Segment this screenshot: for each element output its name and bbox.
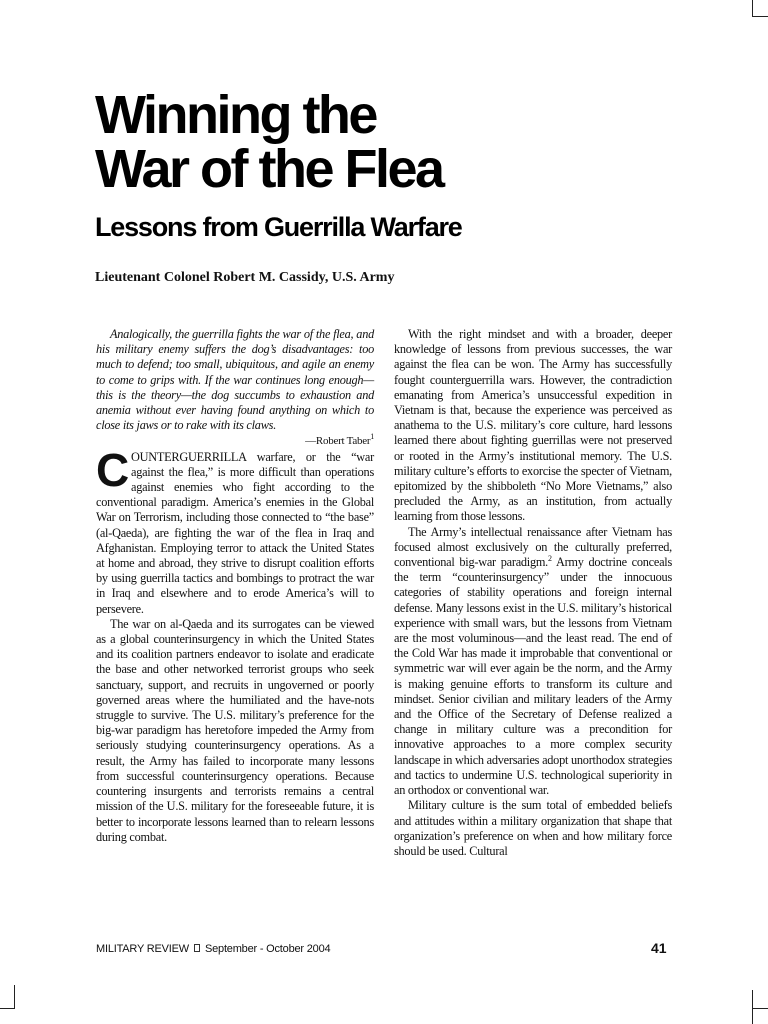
right-column (394, 327, 672, 859)
author-byline: Lieutenant Colonel Robert M. Cassidy, U.S. Army (95, 270, 395, 285)
crop-mark-top-right-h (752, 16, 768, 17)
crop-mark-bottom-left-h (0, 1008, 15, 1009)
epigraph-attribution: —Robert Taber$^1$ (305, 432, 374, 448)
article-subtitle: Lessons from Guerrilla Warfare (95, 212, 462, 242)
page-number: 41 (651, 940, 667, 956)
running-footer (96, 943, 330, 955)
title-line-1: Winning the (95, 85, 376, 145)
journal-name: MILITARY REVIEW (96, 943, 189, 955)
right-paragraph-2: The Army’s intellectual renaissance after Vietnam has focused almost exclusively on the culturally preferred, conventional big-war paradigm.$^2$ Army doctrine conceals the term “counterinsurgency” under the innocuous categories of stability operations and foreign internal defense. Many lessons exist in the U.S. military’s historical experience with small wars, but the lessons from Vietnam are the most voluminous—and the least read. The end of the Cold War has made it improbable that conventional or symmetric war will ever again be the norm, and the Army is making genuine efforts to transform its culture and mindset. Senior civilian and military leaders of the Army and the Office of the Secretary of Defense realized a change in military culture was a precondition for innovative approaches to a more complex security landscape in which adversaries adopt unorthodox strategies and tactics to undermine U.S. technological superiority in an orthodox or conventional war. (394, 524, 672, 798)
crop-mark-top-right-v (752, 0, 753, 16)
drop-cap: C (96, 443, 129, 496)
article-title (95, 85, 443, 199)
title-line-2: War of the Flea (95, 139, 443, 199)
footnote-ref-2: 2 (548, 553, 552, 563)
left-paragraph-2: The war on al-Qaeda and its surrogates can be viewed as a global counterinsurgency in which the United States and its coalition partners endeavor to isolate and eradicate the base and other networked terrorist groups who seek sanctuary, support, and recruits in ungoverned or poorly governed areas where the humiliated and the have-nots struggle to survive. The U.S. military’s preference for the big-war paradigm has heretofore impeded the Army from seriously studying counterinsurgency operations. As a result, the Army has failed to incorporate many lessons from successful counterinsurgency operations. Because countering insurgents and terrorists remains a central mission of the U.S. military for the foreseeable future, it is better to incorporate lessons learned than to relearn lessons during combat. (96, 616, 374, 844)
crop-mark-bottom-left-v (14, 985, 15, 1009)
footnote-ref-1: 1 (370, 432, 374, 442)
right-paragraph-3: Military culture is the sum total of embedded beliefs and attitudes within a military organization that shape that organization’s preference on when and how military force should be used. Cultural (394, 798, 672, 858)
lead-small-caps: OUNTERGUERRILLA (130, 449, 247, 464)
lead-text: warfare, or the “war against the flea,” is more difficult than operations against enemies who fight according to the conventional paradigm. America’s enemies in the Global War on Terrorism, including those connected to “the base” (al-Qaeda), are fighting the war of the flea in Iraq and Afghanistan. Employing terror to attack the United States at home and abroad, they strive to disrupt coalition efforts by using guerrilla tactics and bombings to protract the war in Iraq and elsewhere and to erode America’s will to persevere. (96, 449, 374, 616)
crop-mark-bottom-right-h (752, 1008, 768, 1009)
right-paragraph-1: With the right mindset and with a broader, deeper knowledge of lessons from previous successes, the war against the flea can be won. The Army has successfully fought counterguerrilla wars. However, the contradiction emanating from America’s unsuccessful expedition in Vietnam is that, because the experience was perceived as anathema to the U.S. military’s core culture, hard lessons learned there about fighting guerrillas were not preserved or rooted in the Army’s institutional memory. The U.S. military culture’s efforts to exorcise the specter of Vietnam, epitomized by the shibboleth “No More Vietnams,” also precluded the Army, as an institution, from actually learning from those lessons. (394, 327, 672, 524)
issue-date: September - October 2004 (204, 943, 331, 955)
lead-paragraph (96, 443, 374, 617)
epigraph-text: Analogically, the guerrilla fights the war of the flea, and his military enemy suffers the dog’s disadvantages: too much to defend; too small, ubiquitous, and agile an enemy to come to grips with. If the war continues long enough—this is the theory—the dog succumbs to exhaustion and anemia without ever having found anything on which to close its jaws or to rake with its claws. (96, 327, 374, 433)
left-column (96, 327, 374, 845)
crop-mark-bottom-right-v (752, 990, 753, 1024)
separator-box-icon (194, 944, 200, 952)
